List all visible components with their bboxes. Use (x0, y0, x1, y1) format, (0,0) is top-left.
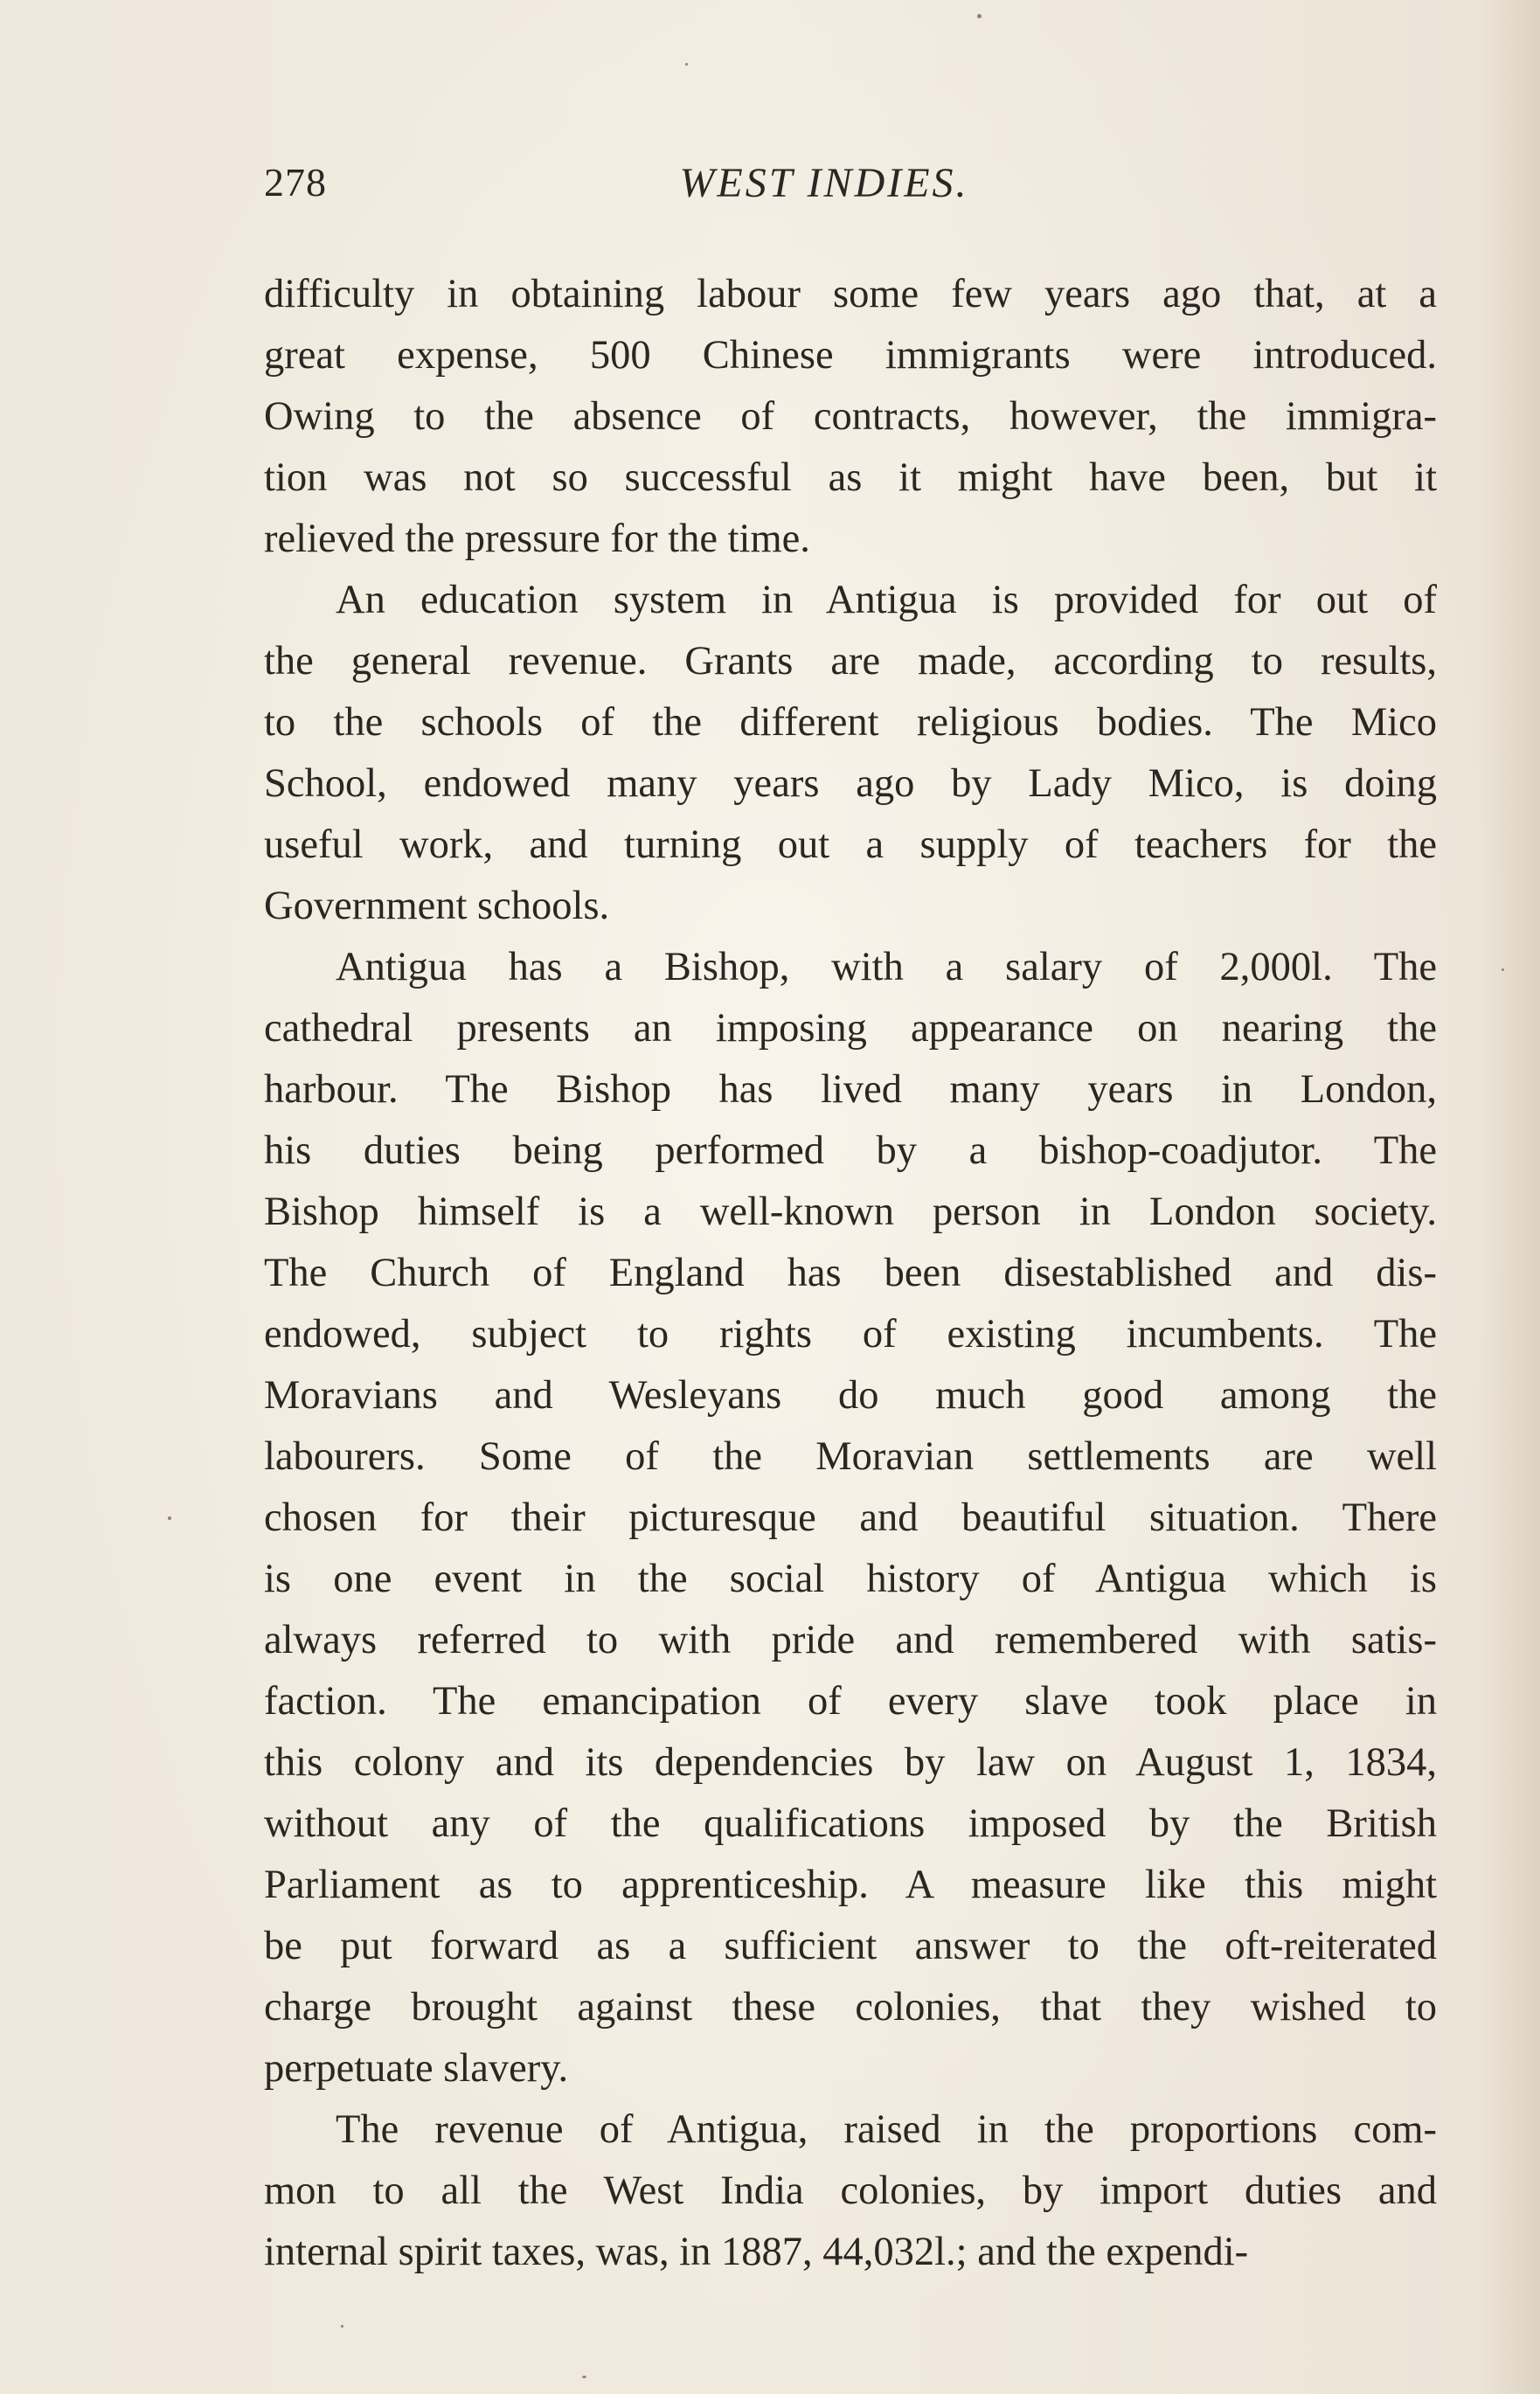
paper-speck (582, 2376, 586, 2378)
text-line: to the schools of the different religious bodies. The Mico (264, 700, 1437, 745)
text-line: harbour. The Bishop has lived many years in London, (264, 1067, 1437, 1112)
text-line: endowed, subject to rights of existing incumbents. The (264, 1312, 1437, 1357)
paragraph (264, 570, 1437, 937)
text-line: Parliament as to apprenticeship. A measure like this might (264, 1863, 1437, 1907)
text-line: Owing to the absence of contracts, however, the immigra- (264, 394, 1437, 439)
paper-speck (1502, 968, 1504, 971)
text-line: mon to all the West India colonies, by import duties and (264, 2168, 1437, 2213)
text-line: great expense, 500 Chinese immigrants were introduced. (264, 333, 1437, 378)
text-line: tion was not so successful as it might have been, but it (264, 455, 1437, 500)
text-line: Government schools. (264, 884, 610, 928)
text-line: difficulty in obtaining labour some few years ago that, at a (264, 272, 1437, 316)
page-header (264, 159, 1437, 220)
text-line: is one event in the social history of Antigua which is (264, 1557, 1437, 1601)
paper-speck (168, 1516, 171, 1520)
running-title: WEST INDIES. (679, 160, 969, 206)
text-line: perpetuate slavery. (264, 2046, 569, 2091)
text-line: cathedral presents an imposing appearance on nearing the (264, 1006, 1437, 1051)
text-line: The revenue of Antigua, raised in the proportions com- (336, 2107, 1437, 2152)
paper-speck (685, 63, 688, 66)
text-line: useful work, and turning out a supply of teachers for the (264, 822, 1437, 867)
text-line: School, endowed many years ago by Lady Mico, is doing (264, 761, 1437, 806)
text-line: Bishop himself is a well-known person in London society. (264, 1190, 1437, 1234)
text-line: without any of the qualifications imposed by the British (264, 1801, 1437, 1846)
paragraph (264, 937, 1437, 2099)
text-line: internal spirit taxes, was, in 1887, 44,032l.; and the expendi- (264, 2230, 1249, 2274)
text-line: Moravians and Wesleyans do much good among the (264, 1373, 1437, 1418)
text-line: The Church of England has been disestablished and dis- (264, 1251, 1437, 1295)
text-line: charge brought against these colonies, that they wished to (264, 1985, 1437, 2030)
paragraph (264, 2099, 1437, 2283)
text-line: the general revenue. Grants are made, according to results, (264, 639, 1437, 684)
text-line: be put forward as a sufficient answer to the oft-reiterated (264, 1924, 1437, 1968)
text-line: Antigua has a Bishop, with a salary of 2,000l. The (336, 945, 1437, 989)
paper-speck (977, 14, 982, 18)
text-line: chosen for their picturesque and beautiful situation. There (264, 1495, 1437, 1540)
page-number: 278 (264, 160, 327, 205)
text-line: An education system in Antigua is provided for out of (336, 578, 1437, 622)
text-line: faction. The emancipation of every slave took place in (264, 1679, 1437, 1724)
text-line: always referred to with pride and remembered with satis- (264, 1618, 1437, 1662)
text-line: this colony and its dependencies by law on August 1, 1834, (264, 1740, 1437, 1785)
body-text (264, 264, 1437, 2283)
text-line: relieved the pressure for the time. (264, 517, 810, 561)
text-line: labourers. Some of the Moravian settlements are well (264, 1434, 1437, 1479)
text-line: his duties being performed by a bishop-coadjutor. The (264, 1128, 1437, 1173)
paper-speck (341, 2325, 343, 2328)
paragraph (264, 264, 1437, 570)
